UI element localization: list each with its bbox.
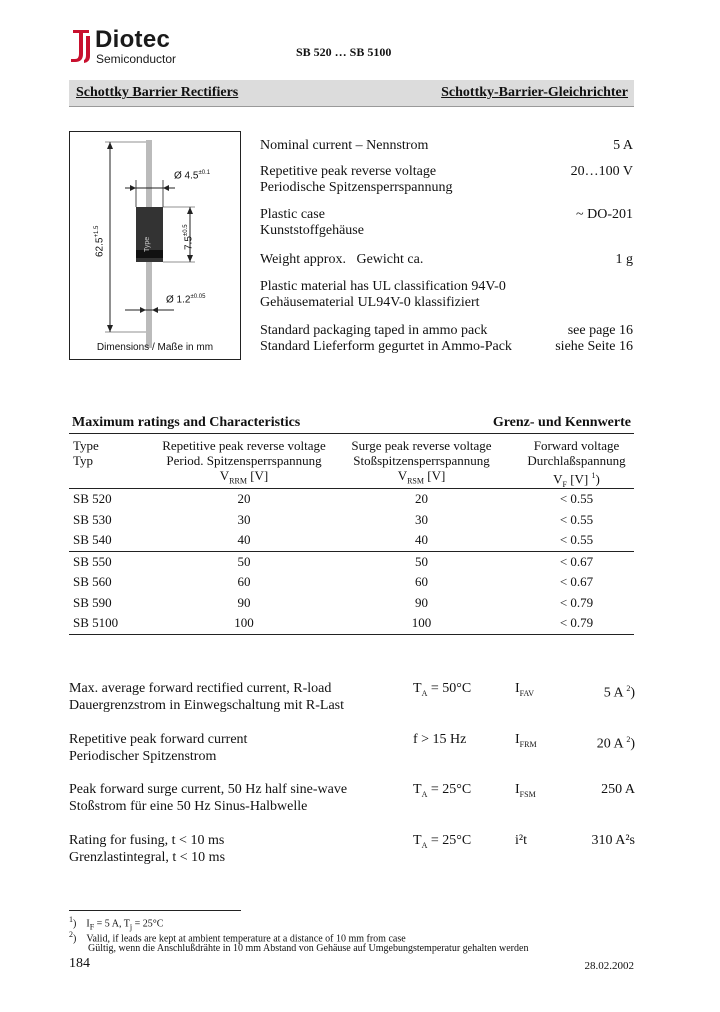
cell-vrsm: 60 (415, 574, 428, 589)
cell-vrrm: 100 (234, 615, 254, 630)
col-vrsm-de: Stoßspitzensperrspannung (353, 453, 490, 468)
param-label-de: Periodischer Spitzenstrom (69, 749, 217, 764)
col-type-de: Typ (73, 453, 94, 468)
param-label: Max. average forward rectified current, R-load (69, 681, 332, 696)
footnote-2-de: Gültig, wenn die Anschlußdrähte in 10 mm Abstand von Gehäuse auf Umgebungstemperatur gehalten werden (88, 943, 529, 954)
param-label-de: Dauergrenzstrom in Einwegschaltung mit R-Last (69, 698, 345, 713)
cell-vf: < 0.79 (559, 594, 594, 610)
footnote-2: $^2$) Valid, if leads are kept at ambient temperature at a distance of 10 mm from case (69, 930, 406, 945)
package-drawing (69, 131, 241, 360)
cell-vf: < 0.67 (559, 553, 594, 569)
ratings-body (69, 489, 634, 635)
cell-vrrm: 20 (237, 491, 251, 506)
spec-value-de: siehe Seite 16 (555, 339, 633, 354)
cell-vrsm: 30 (415, 511, 428, 527)
cell-vrsm: 20 (415, 491, 428, 506)
cell-type: SB 530 (73, 511, 112, 527)
col-vf-symbol: $V_F$ [V] $^1$) (553, 471, 600, 489)
param-label: Rating for fusing, t < 10 ms (69, 833, 225, 848)
param-condition: $T_A = 25^\circ C$ (413, 833, 472, 850)
col-vrrm-header (149, 438, 339, 489)
param-condition: $T_A = 25^\circ C$ (413, 782, 472, 799)
dim-body-value: 7.5 (183, 236, 195, 250)
ratings-header (69, 438, 634, 489)
cell-type: SB 560 (73, 574, 112, 589)
cell-vf: < 0.79 (559, 615, 594, 630)
cell-vf: < 0.55 (559, 511, 594, 527)
footnote-1: $^1$) $I_F = 5$ A, $T_j = 25^\circ C$ (69, 915, 164, 932)
spec-label-de: Gehäusematerial UL94V-0 klassifiziert (260, 295, 480, 310)
spec-value: 20…100 V (570, 164, 633, 179)
cell-type: SB 5100 (73, 615, 119, 630)
parameter-row (69, 781, 635, 821)
cell-vrrm: 60 (237, 574, 251, 589)
param-symbol: $I_{FRM}$ (515, 732, 537, 749)
spec-value: 5 A (613, 138, 633, 153)
dim-d45-value: Ø 4.5 (174, 170, 199, 182)
col-type-header (73, 438, 99, 468)
param-symbol: i²t (515, 833, 527, 848)
dim-total-length (94, 226, 105, 257)
col-vf-en: Forward voltage (533, 438, 620, 453)
cell-vrsm: 90 (415, 594, 428, 610)
type-marking: Type (144, 236, 151, 252)
footnote-rule (69, 910, 241, 911)
drawing-caption: Dimensions / Maße in mm (96, 342, 214, 353)
dim-body-tolerance: ±0.5 (183, 224, 189, 237)
ratings-row (69, 572, 634, 593)
dim-diameter-body (174, 170, 210, 181)
param-label-de: Grenzlastintegral, t < 10 ms (69, 850, 226, 865)
dim-body-length (183, 224, 194, 250)
cell-vrrm: 50 (237, 553, 251, 569)
ratings-row (69, 613, 634, 635)
page-number: 184 (69, 956, 90, 971)
col-vrrm-en: Repetitive peak reverse voltage (162, 438, 326, 453)
param-label: Peak forward surge current, 50 Hz half sine-wave (69, 782, 348, 797)
parameter-row (69, 680, 635, 720)
ratings-row (69, 593, 634, 614)
col-vrsm-header (339, 438, 504, 489)
brand-logo (69, 28, 199, 68)
param-value: 250 A (601, 782, 635, 797)
col-vrsm-en: Surge peak reverse voltage (351, 438, 492, 453)
param-value: 5 A $^2$) (603, 684, 635, 701)
title-bar (69, 80, 634, 107)
param-label-de: Stoßstrom für eine 50 Hz Sinus-Halbwelle (69, 799, 308, 814)
ratings-row (69, 530, 634, 552)
footer-date: 28.02.2002 (584, 960, 634, 972)
spec-label: Weight approx. Gewicht ca. (260, 252, 424, 267)
dim-diameter-lead (166, 294, 205, 305)
col-vrrm-de: Period. Spitzensperrspannung (166, 453, 322, 468)
dim-len-tolerance: +1.5 (94, 225, 100, 238)
cell-vrsm: 100 (411, 615, 432, 630)
parameter-row (69, 731, 635, 771)
cell-vrsm: 40 (415, 532, 428, 547)
ratings-title-left: Maximum ratings and Characteristics (72, 415, 301, 430)
param-condition: $T_A = 50^\circ C$ (413, 681, 472, 698)
spec-label: Plastic case (260, 207, 325, 222)
col-vf-de: Durchlaßspannung (527, 453, 626, 468)
cell-vf: < 0.55 (559, 532, 594, 547)
spec-label-de: Kunststoffgehäuse (260, 223, 364, 238)
spec-label: Nominal current – Nennstrom (260, 138, 429, 153)
col-vrrm-symbol: $V_{RRM}$ [V] (219, 468, 269, 486)
dim-d45-tolerance: ±0.1 (198, 170, 211, 176)
cell-type: SB 590 (73, 594, 112, 610)
parameter-list (69, 680, 635, 870)
param-label: Repetitive peak forward current (69, 732, 248, 747)
param-value: 310 A²s (591, 833, 635, 848)
cell-type: SB 550 (73, 553, 112, 569)
spec-value: 1 g (615, 252, 633, 267)
spec-label-de: Standard Lieferform gegurtet in Ammo-Pack (260, 339, 512, 354)
spec-label-de: Periodische Spitzensperrspannung (260, 180, 453, 195)
cell-type: SB 520 (73, 491, 112, 506)
ratings-row (69, 552, 634, 573)
part-title: SB 520 … SB 5100 (296, 45, 392, 59)
param-symbol: $I_{FSM}$ (515, 782, 536, 799)
brand-name: Diotec (95, 26, 171, 53)
spec-label: Plastic material has UL classification 94V-0 (260, 279, 506, 294)
col-vrsm-symbol: $V_{RSM}$ [V] (397, 468, 446, 486)
spec-list (260, 138, 633, 358)
ratings-title-right: Grenz- und Kennwerte (492, 415, 631, 430)
title-right: Schottky-Barrier-Gleichrichter (441, 85, 628, 100)
cell-vf: < 0.67 (559, 574, 594, 589)
diotec-logo-icon (69, 28, 93, 64)
spec-value: see page 16 (567, 323, 633, 338)
cell-vrrm: 90 (237, 594, 251, 610)
dim-d12-tolerance: ±0.05 (190, 294, 206, 300)
cell-vrrm: 40 (237, 532, 251, 547)
title-left: Schottky Barrier Rectifiers (76, 85, 239, 100)
ratings-title-bar (69, 413, 634, 434)
param-symbol: $I_{FAV}$ (515, 681, 535, 698)
col-vf-header (519, 438, 634, 492)
param-value: 20 A $^2$) (596, 735, 635, 752)
col-type-en: Type (73, 438, 99, 453)
dim-len-value: 62.5 (94, 237, 106, 257)
cell-vrsm: 50 (415, 553, 428, 569)
cell-type: SB 540 (73, 532, 112, 547)
parameter-row (69, 832, 635, 872)
cell-vrrm: 30 (237, 511, 251, 527)
param-condition: f > 15 Hz (413, 732, 467, 747)
cell-vf: < 0.55 (559, 491, 594, 506)
dim-d12-value: Ø 1.2 (166, 294, 191, 306)
spec-value: ~ DO-201 (576, 207, 633, 222)
ratings-row (69, 489, 634, 510)
spec-label: Repetitive peak reverse voltage (260, 164, 437, 179)
ratings-row (69, 510, 634, 531)
spec-label: Standard packaging taped in ammo pack (260, 323, 488, 338)
brand-subtitle: Semiconductor (96, 52, 177, 66)
